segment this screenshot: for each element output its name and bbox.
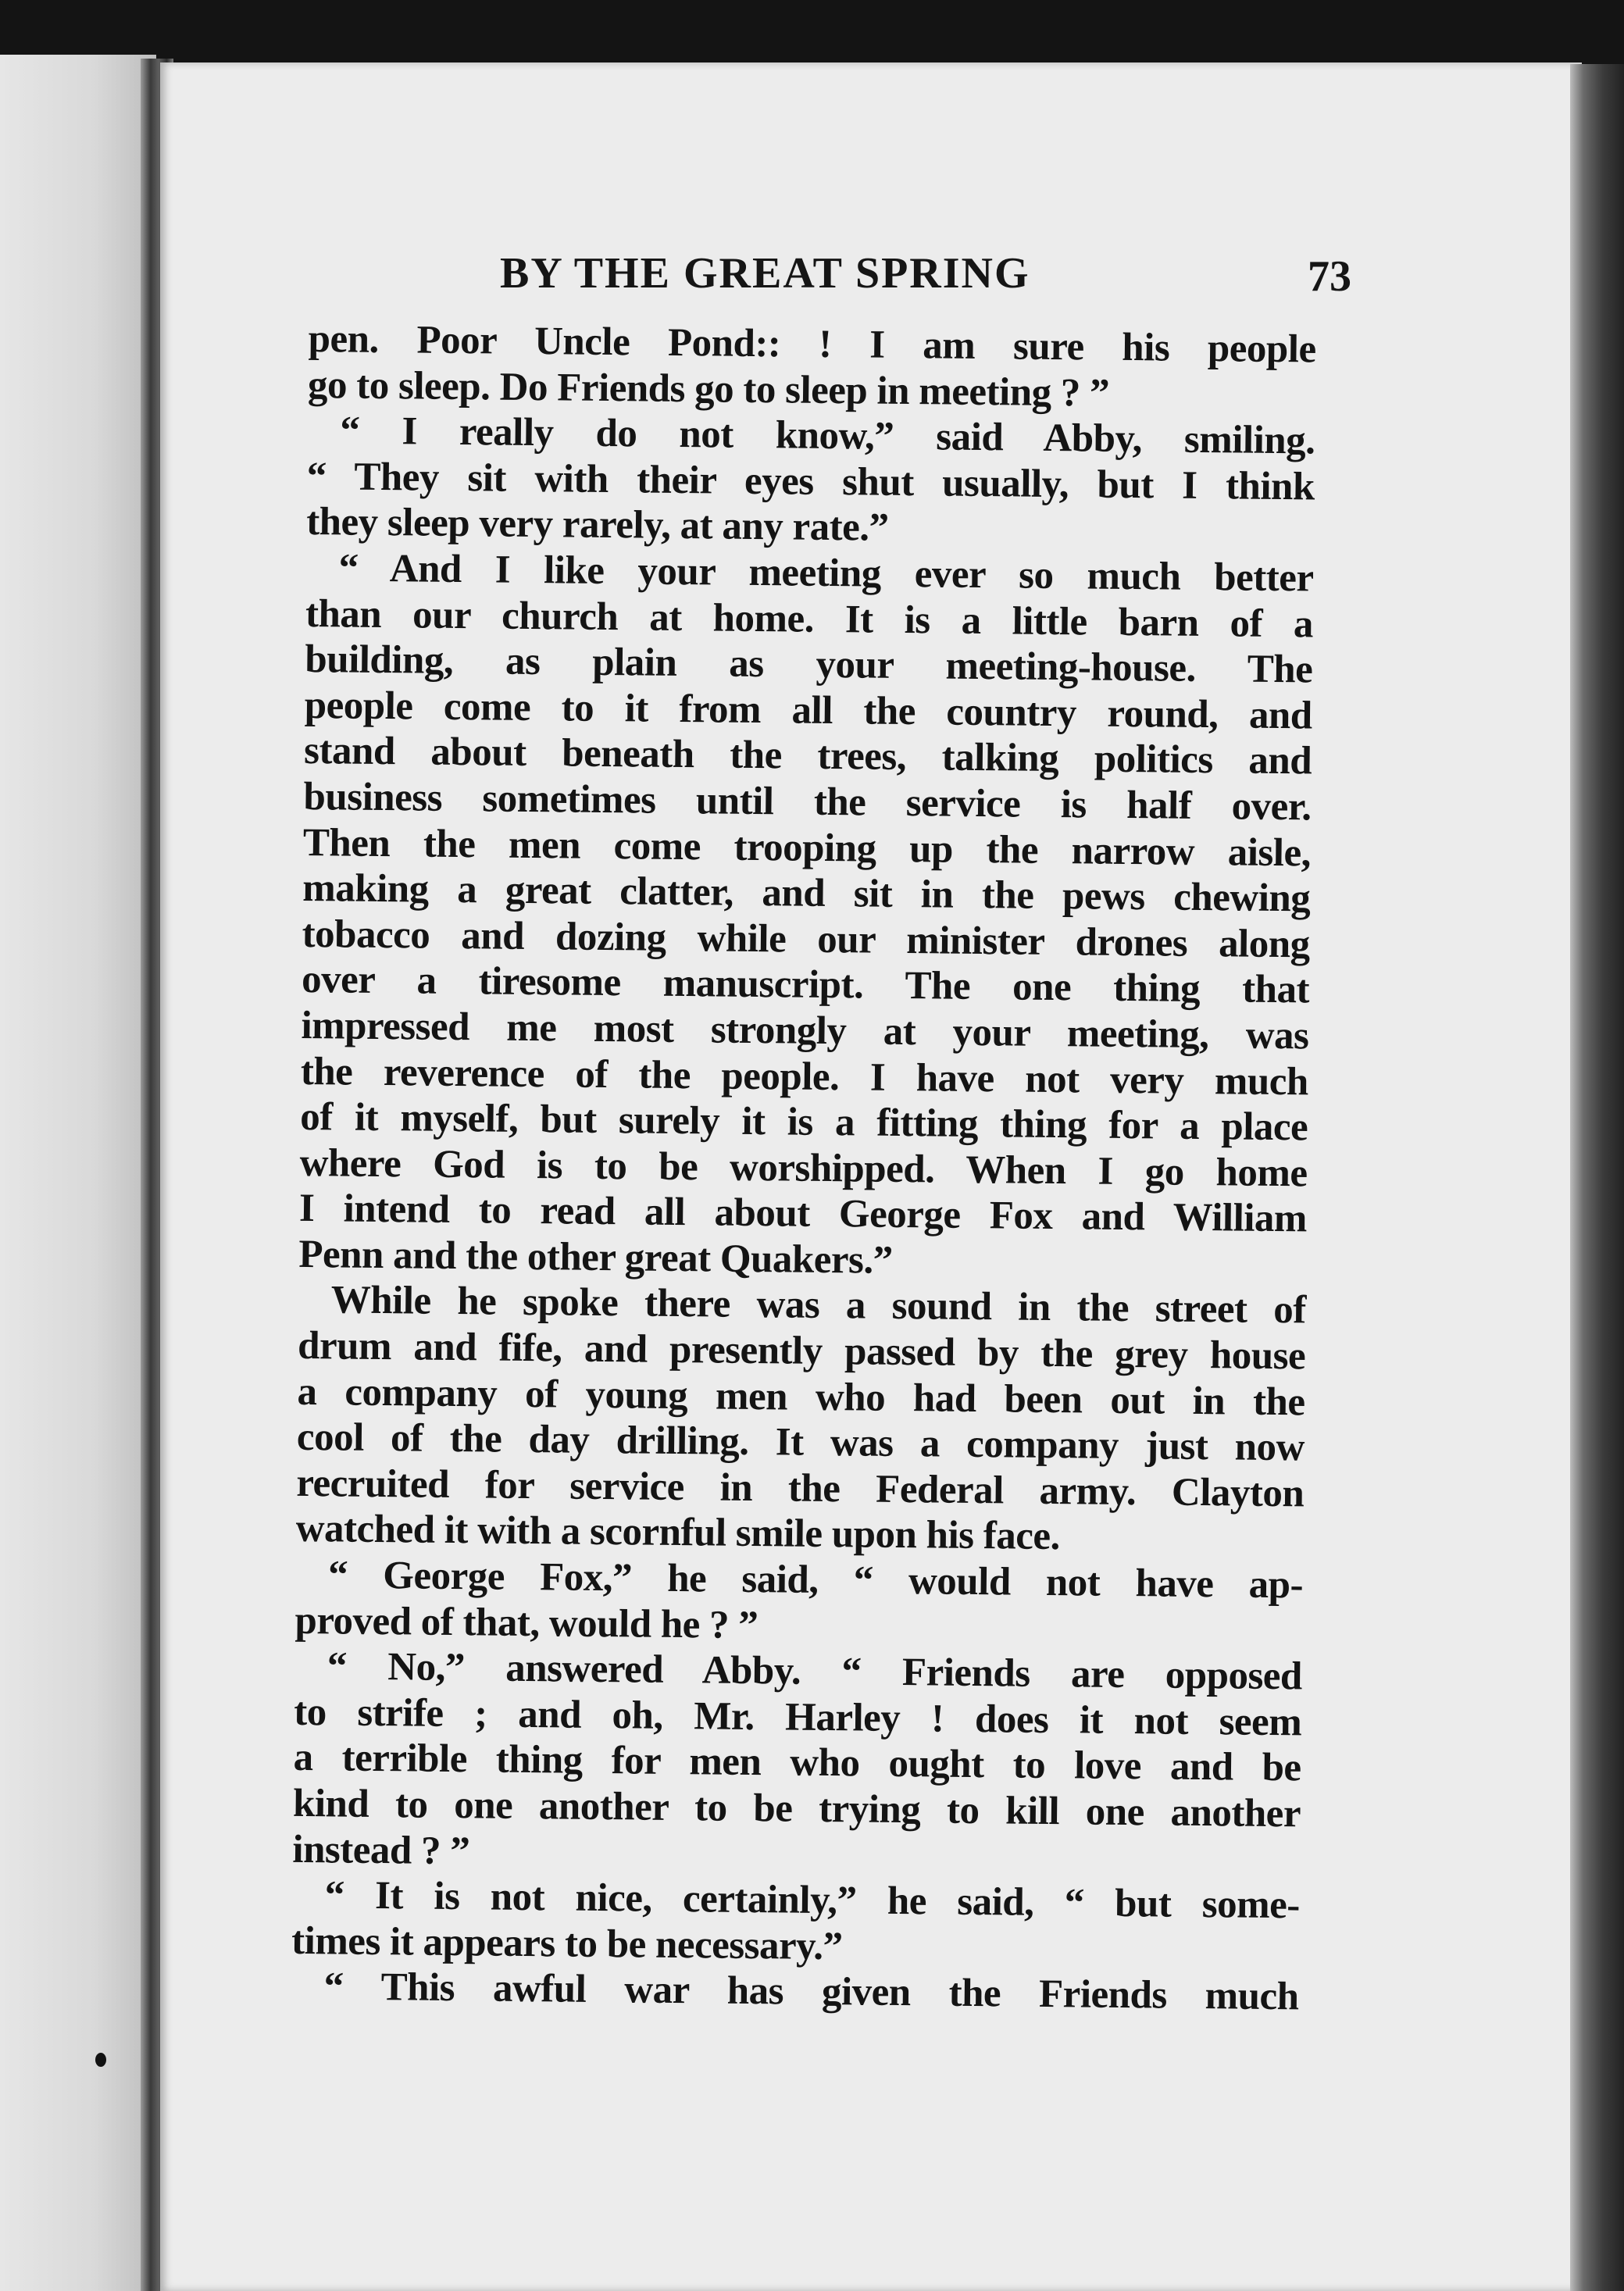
text-line: over a tiresome manuscript. The one thing that [301,958,1310,1012]
running-title: BY THE GREAT SPRING [500,249,1030,298]
scan-top-border [0,0,1624,64]
text-line: kind to one another to be trying to kill one another [292,1781,1301,1836]
page-stack-edge [1570,64,1624,2291]
text-line: “ They sit with their eyes shut usually, but I think [306,454,1315,509]
text-line: I intend to read all about George Fox and William [298,1187,1308,1241]
text-line: Penn and the other great Quakers.” [298,1232,893,1283]
text-line: proved of that, would he ? ” [294,1598,758,1647]
text-line: “ I really do not know,” said Abby, smiling. [340,409,1315,463]
text-line: to strife ; and oh, Mr. Harley ! does it not seem [293,1690,1302,1745]
text-line: stand about beneath the trees, talking politics and [303,729,1312,783]
text-line: business sometimes until the service is half over. [303,774,1312,830]
text-line: “ And I like your meeting ever so much better [338,546,1314,601]
text-line: times it appears to be necessary.” [291,1918,843,1969]
text-line: “ This awful war has given the Friends much [323,1964,1299,2019]
body-text [291,316,1316,2020]
text-line: go to sleep. Do Friends go to sleep in meeting ? ” [307,362,1110,416]
text-line: “ It is not nice, certainly,” he said, “ but some- [324,1873,1301,1928]
text-line: of it myself, but surely it is a fitting thing for a place [299,1095,1308,1150]
page-number: 73 [1308,252,1351,301]
text-line: “ No,” answered Abby. “ Friends are opposed [327,1644,1303,1699]
text-line: people come to it from all the country round, and [304,683,1313,738]
text-line: “ George Fox,” he said, “ would not have ap- [327,1553,1304,1608]
text-line: tobacco and dozing while our minister drones along [302,912,1310,967]
facing-page-edge [0,55,156,2291]
text-line: they sleep very rarely, at any rate.” [305,500,889,551]
scan-speck [95,2053,106,2067]
text-line: While he spoke there was a sound in the street of [330,1278,1307,1333]
text-line: than our church at home. It is a little barn of a [305,591,1314,647]
text-line: instead ? ” [292,1827,470,1873]
text-line: a company of young men who had been out in the [297,1369,1305,1425]
text-line: cool of the day drilling. It was a company just now [296,1415,1305,1470]
text-line: where God is to be worshipped. When I go home [299,1140,1308,1196]
text-line: a terrible thing for men who ought to love and be [293,1736,1301,1790]
text-line: recruited for service in the Federal army. Clayton [296,1461,1305,1516]
text-line: drum and fife, and presently passed by the grey house [297,1323,1306,1379]
text-line: impressed me most strongly at your meeting, was [301,1003,1309,1058]
text-line: the reverence of the people. I have not very much [300,1049,1309,1104]
text-line: watched it with a scornful smile upon his face. [295,1507,1061,1559]
text-line: making a great clatter, and sit in the pews chewing [302,866,1311,921]
text-line: Then the men come trooping up the narrow aisle, [302,820,1312,876]
text-line: building, as plain as your meeting-house. The [305,637,1313,692]
text-line: pen. Poor Uncle Pond:: ! I am sure his people [308,316,1316,372]
